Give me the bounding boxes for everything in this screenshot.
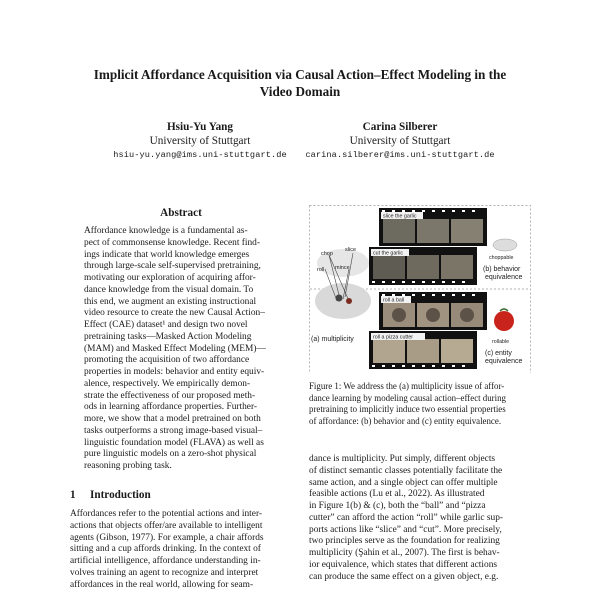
abstract-line: dance knowledge from the visual domain. To (84, 284, 254, 295)
body-text-line: cutter” can afford the action “roll” while garlic sup- (309, 512, 504, 523)
abstract-line: strate the effectiveness of our proposed meth- (84, 390, 256, 401)
object-cloud (315, 283, 371, 319)
body-text-line: feasible actions (Lu et al., 2022). As illustrated (309, 489, 485, 500)
caption-line: Figure 1: We address the (a) multiplicity issue of affor- (309, 381, 505, 391)
abstract-line: through large-scale self-supervised pretraining, (84, 261, 261, 272)
garlic-object (336, 295, 343, 302)
label-roll-a-pizza-cutter: roll a pizza cutter (373, 334, 414, 341)
body-text-line: agents (Gibson, 1977). For example, a chair affords (70, 532, 264, 543)
body-text-line: affordances in the real world, allowing for seam- (70, 579, 254, 590)
label-rollable: rollable (492, 339, 510, 345)
body-text-line: of distinct semantic classes potentially facilitate the (309, 465, 503, 476)
body-text-line: same action, and a single object can offer multiple (309, 477, 498, 488)
caption-line: of affordance: (b) behavior and (c) entity equivalence. (309, 415, 502, 426)
abstract-line: Affordance knowledge is a fundamental as- (84, 226, 248, 236)
author-block (280, 120, 520, 162)
caption-line: dance learning by modeling causal action–effect during (309, 392, 506, 403)
abstract-line: properties in models: behavior and entity equiv- (84, 367, 265, 377)
abstract-line: promoting the acquisition of two affordance (84, 355, 250, 366)
label-slice-the-garlic: slice the garlic (383, 213, 417, 220)
body-text-line: Affordances refer to the potential actions and inter- (70, 509, 263, 519)
caption-line: pretraining to implicitly induce two essential properties (309, 404, 506, 414)
chopped-garlic-image (493, 239, 517, 251)
figure-1 (309, 205, 531, 373)
label-chop: chop (321, 251, 333, 257)
abstract-line: ings indicate that world knowledge emerges (84, 249, 250, 260)
body-text-line: ports actions like “slice” and “cut”. More precisely, (309, 524, 502, 535)
label-multiplicity: (a) multiplicity (311, 336, 354, 343)
body-text-line: sitting and a cup affords drinking. In the context of (70, 544, 261, 555)
label-roll-a-ball: roll a ball (383, 297, 405, 304)
label-roll: roll (317, 267, 325, 273)
label-entity-2: equivalence (485, 358, 523, 365)
body-text-line: in Figure 1(b) & (c), both the “ball” and “pizza (309, 501, 486, 511)
body-text-line: ior equivalence, which states that different actions (309, 559, 498, 570)
author-affiliation: University of Stuttgart (149, 135, 251, 147)
section-number: 1 (70, 489, 76, 501)
label-slice: slice (345, 247, 357, 253)
body-text-line: dance is multiplicity. Put simply, different objects (309, 454, 496, 464)
tomato-stem (500, 309, 508, 311)
abstract-line: (MAM) and Masked Effect Modeling (MEM)— (84, 343, 266, 354)
author-affiliation: University of Stuttgart (349, 135, 451, 147)
abstract-line: video resource to create the new Causal Action– (84, 308, 265, 319)
abstract-line: pure linguistic models on a zero-shot physical (84, 449, 257, 460)
author-name: Hsiu-Yu Yang (166, 121, 233, 133)
body-text-line: volves training an agent to recognize and interpret (70, 567, 259, 578)
abstract-line: reasoning probing task. (84, 461, 172, 471)
label-entity-1: (c) entity (485, 350, 512, 357)
label-behavior-2: equivalence (485, 274, 523, 281)
abstract-line: motivating our exploration of acquiring affor- (84, 273, 256, 283)
label-behavior-1: (b) behavior (483, 266, 521, 273)
body-text-line: two principles serve as the foundation for realizing (309, 536, 500, 547)
abstract-heading: Abstract (160, 207, 202, 219)
abstract-line: pect of commonsense knowledge. Recent find- (84, 237, 260, 248)
body-text-line: multiplicity (Şahin et al., 2007). The first is behav- (309, 548, 500, 558)
tomato-image (494, 311, 514, 331)
label-mince: mince (335, 265, 350, 271)
paper-title (40, 66, 560, 100)
section-title: Introduction (90, 489, 151, 501)
label-cut-the-garlic: cut the garlic (373, 250, 404, 257)
author-name: Carina Silberer (362, 121, 438, 133)
section-heading (70, 489, 151, 501)
abstract-line: linguistic foundation model (FLAVA) as well as (84, 437, 264, 448)
abstract-line: tasks outperforms a strong image-based visual– (84, 425, 263, 436)
body-text-line: actions that objects offer/are available to intelligent (70, 520, 263, 531)
body-text-line: artificial intelligence, affordance understanding in- (70, 556, 261, 566)
ball-object (346, 298, 352, 304)
title-line-2: Video Domain (259, 84, 341, 99)
label-choppable: choppable (489, 255, 514, 261)
abstract-line: this end, we augment an existing instructional (84, 296, 257, 307)
abstract-line: ods in learning affordance properties. Further- (84, 402, 258, 413)
abstract-line: pretraining tasks—Masked Action Modeling (84, 331, 252, 342)
abstract-line: alence, respectively. We empirically demon- (84, 378, 251, 389)
body-text-line: can produce the same effect on a given object, e.g. (309, 571, 499, 582)
title-line-1: Implicit Affordance Acquisition via Causal Action–Effect Modeling in the (93, 67, 507, 82)
abstract-line: Effect (CAE) dataset¹ and design two novel (84, 320, 248, 330)
author-email: hsiu-yu.yang@ims.uni-stuttgart.de (113, 150, 287, 160)
author-email: carina.silberer@ims.uni-stuttgart.de (305, 150, 495, 160)
abstract-line: more, we show that a model pretrained on both (84, 414, 261, 424)
